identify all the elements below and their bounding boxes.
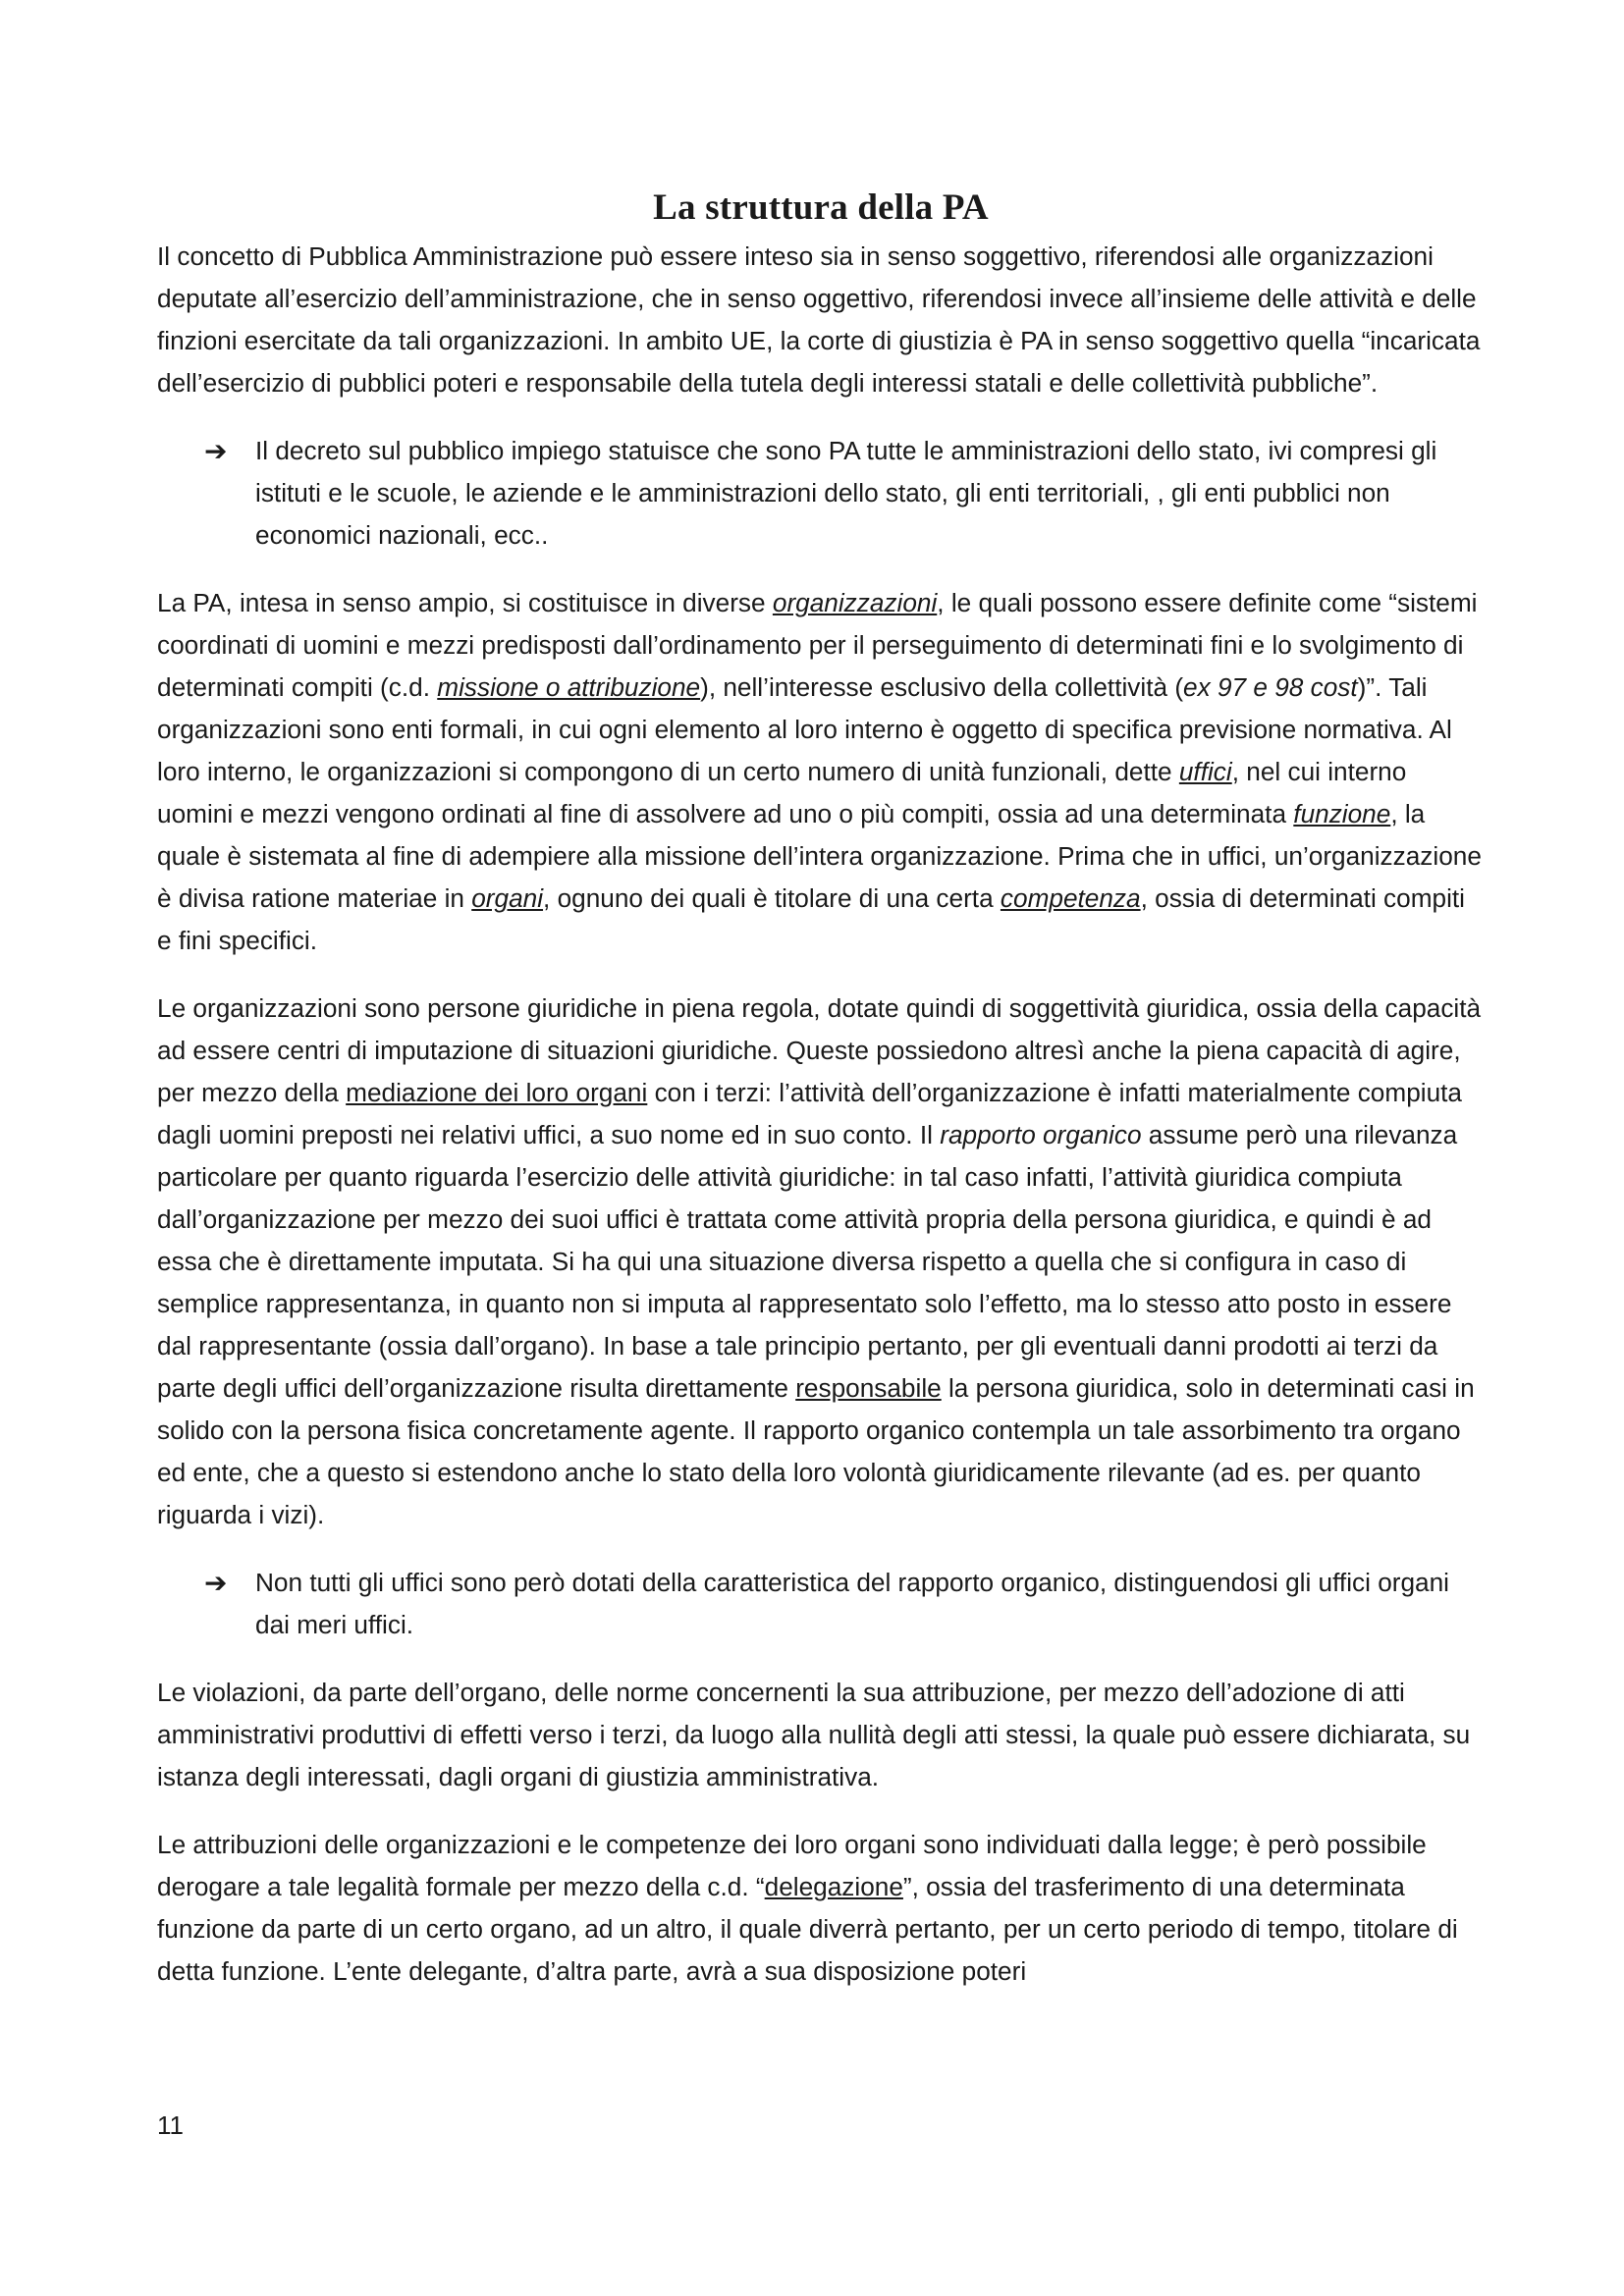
bullet-item-decreto <box>157 430 1485 557</box>
keyword-missione: missione o attribuzione <box>437 672 701 703</box>
keyword-competenza: competenza <box>1000 883 1141 914</box>
keyword-delegazione: delegazione <box>764 1872 903 1902</box>
keyword-organi: organi <box>471 883 544 914</box>
keyword-responsabile: responsabile <box>795 1373 942 1404</box>
reference-cost: ex 97 e 98 cost <box>1183 672 1358 703</box>
paragraph-delegazione: Le attribuzioni delle organizzazioni e le competenze dei loro organi sono individuati dalla legge; è però possibile derogare a tale legalità formale per mezzo della c.d. “delegazione”, ossia del trasferimento di una determinata funzione da parte di un certo organo, ad un altro, il quale diverrà pertanto, per un certo periodo di tempo, titolare di detta funzione. L’ente delegante, d’altra parte, avrà a sua disposizione poteri <box>157 1830 1458 1987</box>
bullet-text: Non tutti gli uffici sono però dotati della caratteristica del rapporto organico, distinguendosi gli uffici organi dai meri uffici. <box>255 1568 1450 1640</box>
paragraph-intro: Il concetto di Pubblica Amministrazione può essere inteso sia in senso soggettivo, riferendosi alle organizzazioni deputate all’esercizio dell’amministrazione, che in senso oggettivo, riferendosi invece all’insieme delle attività e delle finzioni esercitate da tali organizzazioni. In ambito UE, la corte di giustizia è PA in senso soggettivo quella “incaricata dell’esercizio di pubblici poteri e responsabile della tutela degli interessi statali e delle collettività pubbliche”. <box>157 241 1481 399</box>
keyword-rapporto-organico: rapporto organico <box>940 1120 1142 1150</box>
page-number: 11 <box>157 2110 184 2140</box>
keyword-funzione: funzione <box>1293 799 1391 829</box>
keyword-mediazione: mediazione dei loro organi <box>346 1078 648 1108</box>
paragraph-organizzazioni: La PA, intesa in senso ampio, si costituisce in diverse organizzazioni, le quali possono essere definite come “sistemi coordinati di uomini e mezzi predisposti dall’ordinamento per il perseguimento di determinati fini e lo svolgimento di determinati compiti (c.d. missione o attribuzione), nell’interesse esclusivo della collettività (ex 97 e 98 cost)”. Tali organizzazioni sono enti formali, in cui ogni elemento al loro interno è oggetto di specifica previsione normativa. Al loro interno, le organizzazioni si compongono di un certo numero di unità funzionali, dette uffici, nel cui interno uomini e mezzi vengono ordinati al fine di assolvere ad uno o più compiti, ossia ad una determinata funzione, la quale è sistemata al fine di adempiere alla missione dell’intera organizzazione. Prima che in uffici, un’organizzazione è divisa ratione materiae in organi, ognuno dei quali è titolare di una certa competenza, ossia di determinati compiti e fini specifici. <box>157 588 1482 956</box>
arrow-right-icon: ➔ <box>204 436 228 467</box>
document-page <box>157 187 1485 2018</box>
keyword-uffici: uffici <box>1178 757 1232 787</box>
keyword-organizzazioni: organizzazioni <box>772 588 938 618</box>
bullet-item-uffici <box>157 1562 1485 1646</box>
paragraph-violazioni: Le violazioni, da parte dell’organo, delle norme concernenti la sua attribuzione, per mezzo dell’adozione di atti amministrativi produttivi di effetti verso i terzi, da luogo alla nullità degli atti stessi, la quale può essere dichiarata, su istanza degli interessati, dagli organi di giustizia amministrativa. <box>157 1678 1471 1792</box>
paragraph-persone-giuridiche: Le organizzazioni sono persone giuridiche in piena regola, dotate quindi di soggettività giuridica, ossia della capacità ad essere centri di imputazione di situazioni giuridiche. Queste possiedono altresì anche la piena capacità di agire, per mezzo della mediazione dei loro organi con i terzi: l’attività dell’organizzazione è infatti materialmente compiuta dagli uomini preposti nei relativi uffici, a suo nome ed in suo conto. Il rapporto organico assume però una rilevanza particolare per quanto riguarda l’esercizio delle attività giuridiche: in tal caso infatti, l’attività giuridica compiuta dall’organizzazione per mezzo dei suoi uffici è trattata come attività propria della persona giuridica, e quindi è ad essa che è direttamente imputata. Si ha qui una situazione diversa rispetto a quella che si configura in caso di semplice rappresentanza, in quanto non si imputa al rappresentato solo l’effetto, ma lo stesso atto posto in essere dal rappresentante (ossia dall’organo). In base a tale principio pertanto, per gli eventuali danni prodotti ai terzi da parte degli uffici dell’organizzazione risulta direttamente responsabile la persona giuridica, solo in determinati casi in solido con la persona fisica concretamente agente. Il rapporto organico contempla un tale assorbimento tra organo ed ente, che a questo si estendono anche lo stato della loro volontà giuridicamente rilevante (ad es. per quanto riguarda i vizi). <box>157 993 1482 1530</box>
page-title: La struttura della PA <box>653 187 989 228</box>
arrow-right-icon: ➔ <box>204 1568 228 1599</box>
bullet-text: Il decreto sul pubblico impiego statuisce che sono PA tutte le amministrazioni dello stato, ivi compresi gli istituti e le scuole, le aziende e le amministrazioni dello stato, gli enti territoriali, , gli enti pubblici non economici nazionali, ecc.. <box>255 436 1437 551</box>
